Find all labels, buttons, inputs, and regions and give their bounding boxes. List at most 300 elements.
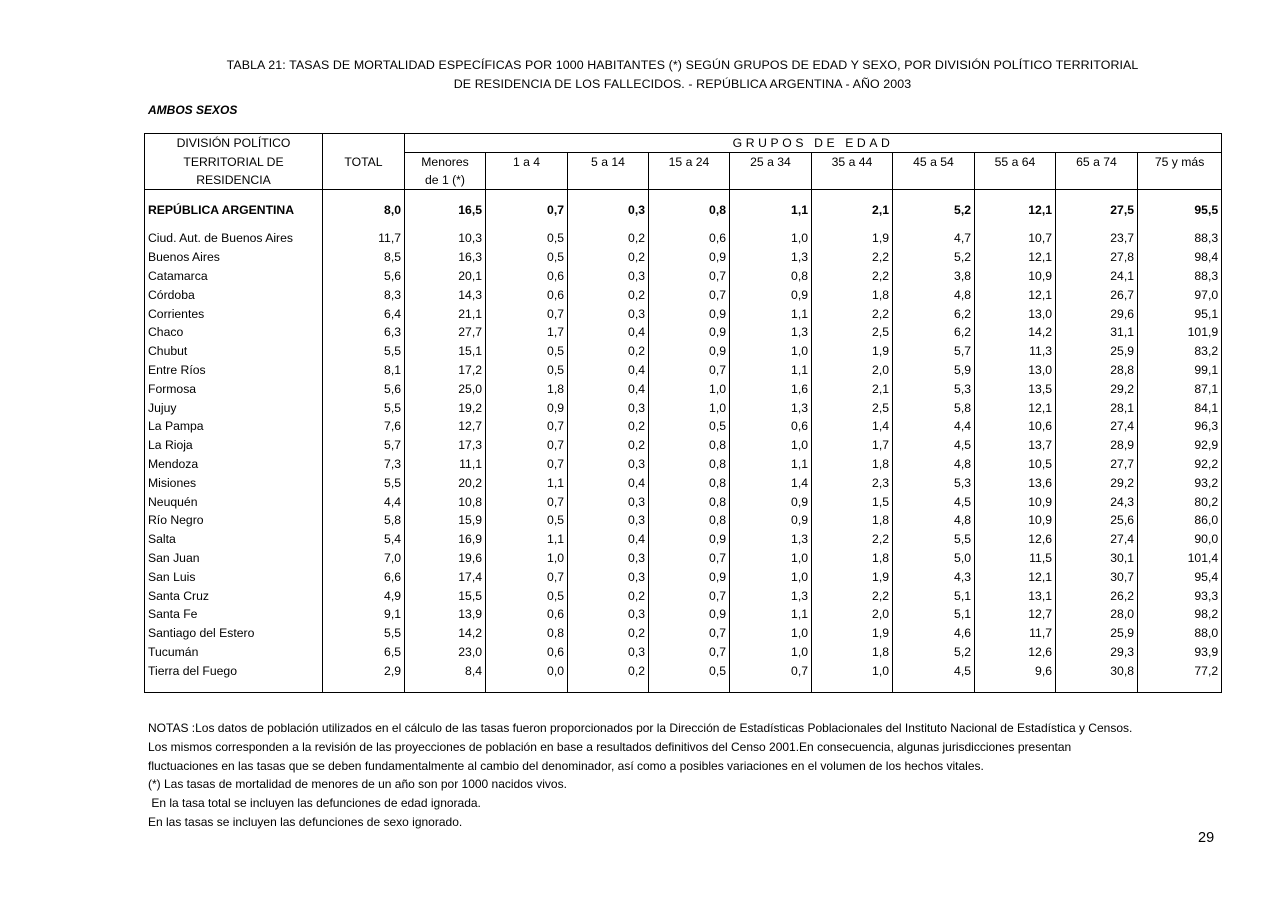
row-value: 0,4 (568, 530, 649, 549)
row-value: 0,3 (568, 643, 649, 662)
row-value: 1,7 (486, 323, 568, 342)
header-age-2: 5 a 14 (568, 153, 649, 172)
row-value: 25,9 (1056, 624, 1138, 643)
row-value: 2,1 (812, 379, 893, 398)
row-value: 0,9 (486, 398, 568, 417)
table-row (145, 323, 1222, 342)
spacer-cell (649, 680, 730, 693)
row-value: 1,9 (812, 567, 893, 586)
spacer-cell (1138, 190, 1222, 199)
row-value: 21,1 (405, 304, 486, 323)
row-value: 19,6 (405, 549, 486, 568)
spacer-row (145, 221, 1222, 229)
row-value: 16,5 (405, 198, 486, 221)
row-value: 5,1 (893, 586, 975, 605)
row-value: 6,6 (323, 567, 405, 586)
note-line: NOTAS :Los datos de población utilizados en el cálculo de las tasas fueron proporcionados por la Dirección de Estadísticas Poblacionales del Instituto Nacional de Estadística y Censos. (148, 721, 1133, 735)
row-value: 27,7 (405, 323, 486, 342)
table-row (145, 455, 1222, 474)
row-value: 25,9 (1056, 342, 1138, 361)
row-value: 0,2 (568, 248, 649, 267)
row-value: 0,7 (486, 492, 568, 511)
row-value: 1,8 (812, 285, 893, 304)
table-row (145, 398, 1222, 417)
header-division-line-1: DIVISIÓN POLÍTICO (145, 134, 323, 153)
row-value: 0,4 (568, 361, 649, 380)
row-value: 10,6 (975, 417, 1056, 436)
spacer-cell (975, 680, 1056, 693)
row-value: 28,1 (1056, 398, 1138, 417)
table-row (145, 361, 1222, 380)
row-value: 0,8 (649, 511, 730, 530)
row-value: 6,2 (893, 304, 975, 323)
table-row (145, 643, 1222, 662)
row-value: 2,3 (812, 473, 893, 492)
row-value: 1,3 (730, 586, 812, 605)
row-value: 0,5 (649, 661, 730, 680)
row-value: 27,5 (1056, 198, 1138, 221)
row-value: 1,9 (812, 624, 893, 643)
row-value: 5,8 (893, 398, 975, 417)
row-value: 0,4 (568, 379, 649, 398)
row-value: 5,1 (893, 605, 975, 624)
row-value: 0,3 (568, 267, 649, 286)
row-name: La Rioja (145, 436, 323, 455)
row-value: 0,6 (486, 605, 568, 624)
row-value: 2,0 (812, 361, 893, 380)
spacer-cell (323, 680, 405, 693)
row-value: 12,7 (405, 417, 486, 436)
row-value: 16,3 (405, 248, 486, 267)
row-value: 0,8 (486, 624, 568, 643)
row-value: 0,3 (568, 567, 649, 586)
row-value: 13,7 (975, 436, 1056, 455)
row-value: 84,1 (1138, 398, 1222, 417)
row-value: 12,1 (975, 567, 1056, 586)
row-value: 30,7 (1056, 567, 1138, 586)
row-value: 4,3 (893, 567, 975, 586)
row-value: 0,9 (649, 248, 730, 267)
row-value: 4,6 (893, 624, 975, 643)
row-value: 8,3 (323, 285, 405, 304)
row-name: Neuquén (145, 492, 323, 511)
row-value: 10,8 (405, 492, 486, 511)
row-name: San Luis (145, 567, 323, 586)
row-value: 5,2 (893, 198, 975, 221)
header-age-6: 45 a 54 (893, 153, 975, 172)
row-value: 1,0 (730, 229, 812, 248)
row-value: 15,9 (405, 511, 486, 530)
table-row (145, 586, 1222, 605)
row-value: 7,0 (323, 549, 405, 568)
row-value: 0,8 (649, 436, 730, 455)
row-value: 12,6 (975, 643, 1056, 662)
row-value: 30,1 (1056, 549, 1138, 568)
row-value: 1,5 (812, 492, 893, 511)
row-value: 1,8 (812, 643, 893, 662)
row-value: 1,3 (730, 530, 812, 549)
row-value: 4,5 (893, 492, 975, 511)
row-value: 2,2 (812, 267, 893, 286)
row-value: 11,7 (975, 624, 1056, 643)
spacer-cell (486, 221, 568, 229)
row-value: 0,5 (486, 586, 568, 605)
row-value: 1,0 (649, 398, 730, 417)
row-value: 0,8 (649, 492, 730, 511)
row-value: 92,2 (1138, 455, 1222, 474)
table-header (145, 134, 1222, 190)
row-value: 0,3 (568, 398, 649, 417)
row-value: 0,3 (568, 455, 649, 474)
mortality-table (144, 133, 1222, 693)
row-value: 5,3 (893, 379, 975, 398)
notes (148, 719, 1132, 832)
row-value: 1,0 (486, 549, 568, 568)
row-value: 0,9 (730, 492, 812, 511)
row-value: 4,5 (893, 436, 975, 455)
row-name: REPÚBLICA ARGENTINA (145, 198, 323, 221)
row-name: Mendoza (145, 455, 323, 474)
row-value: 0,7 (649, 361, 730, 380)
header-grupos-de-edad: GRUPOS DE EDAD (405, 134, 1222, 153)
spacer-cell (568, 221, 649, 229)
row-value: 0,7 (649, 285, 730, 304)
row-value: 0,5 (486, 248, 568, 267)
row-value: 0,7 (649, 267, 730, 286)
row-value: 1,3 (730, 248, 812, 267)
table-row (145, 624, 1222, 643)
row-value: 6,5 (323, 643, 405, 662)
row-value: 20,1 (405, 267, 486, 286)
row-value: 5,5 (323, 473, 405, 492)
row-value: 95,1 (1138, 304, 1222, 323)
table-row (145, 492, 1222, 511)
note-line: fluctuaciones en las tasas que se deben fundamentalmente al cambio del denominador, así como a posibles variaciones en el volumen de los hechos vitales. (148, 758, 984, 773)
row-value: 0,3 (568, 492, 649, 511)
spacer-cell (405, 221, 486, 229)
spacer-cell (568, 190, 649, 199)
row-value: 2,1 (812, 198, 893, 221)
header-age-3: 15 a 24 (649, 153, 730, 172)
row-value: 1,9 (812, 342, 893, 361)
row-value: 2,2 (812, 248, 893, 267)
row-value: 2,2 (812, 586, 893, 605)
row-value: 3,8 (893, 267, 975, 286)
row-value: 5,7 (323, 436, 405, 455)
row-value: 4,9 (323, 586, 405, 605)
row-value: 2,5 (812, 323, 893, 342)
row-value: 17,2 (405, 361, 486, 380)
spacer-cell (812, 190, 893, 199)
row-value: 0,7 (730, 661, 812, 680)
spacer-row (145, 680, 1222, 693)
row-value: 26,7 (1056, 285, 1138, 304)
row-value: 0,2 (568, 661, 649, 680)
row-value: 8,1 (323, 361, 405, 380)
row-value: 96,3 (1138, 417, 1222, 436)
row-value: 12,1 (975, 285, 1056, 304)
row-value: 11,3 (975, 342, 1056, 361)
row-value: 8,4 (405, 661, 486, 680)
spacer-cell (486, 190, 568, 199)
row-value: 86,0 (1138, 511, 1222, 530)
row-value: 1,6 (730, 379, 812, 398)
header-division-line-3: RESIDENCIA (145, 171, 323, 190)
row-value: 0,6 (486, 643, 568, 662)
spacer-cell (486, 680, 568, 693)
row-value: 24,3 (1056, 492, 1138, 511)
table-row (145, 473, 1222, 492)
row-value: 0,7 (649, 549, 730, 568)
row-value: 92,9 (1138, 436, 1222, 455)
table-row (145, 549, 1222, 568)
row-value: 31,1 (1056, 323, 1138, 342)
row-value: 12,6 (975, 530, 1056, 549)
row-name: Entre Ríos (145, 361, 323, 380)
row-value: 1,0 (649, 379, 730, 398)
row-value: 4,8 (893, 511, 975, 530)
row-value: 97,0 (1138, 285, 1222, 304)
row-value: 93,2 (1138, 473, 1222, 492)
row-value: 4,8 (893, 455, 975, 474)
row-value: 10,3 (405, 229, 486, 248)
row-name: Río Negro (145, 511, 323, 530)
row-value: 5,4 (323, 530, 405, 549)
row-value: 12,1 (975, 248, 1056, 267)
row-value: 25,0 (405, 379, 486, 398)
row-value: 5,7 (893, 342, 975, 361)
spacer-cell (893, 680, 975, 693)
row-value: 0,6 (649, 229, 730, 248)
note-line: En las tasas se incluyen las defunciones de sexo ignorado. (148, 814, 463, 829)
row-value: 29,2 (1056, 379, 1138, 398)
row-name: Corrientes (145, 304, 323, 323)
row-value: 0,8 (649, 455, 730, 474)
row-value: 0,3 (568, 304, 649, 323)
spacer-cell (405, 190, 486, 199)
row-value: 98,2 (1138, 605, 1222, 624)
row-value: 0,3 (568, 198, 649, 221)
row-value: 7,6 (323, 417, 405, 436)
header-total: TOTAL (323, 153, 405, 172)
row-value: 13,6 (975, 473, 1056, 492)
row-value: 2,2 (812, 304, 893, 323)
row-value: 17,3 (405, 436, 486, 455)
row-value: 1,1 (730, 605, 812, 624)
row-name: Santa Cruz (145, 586, 323, 605)
header-age-1: 1 a 4 (486, 153, 568, 172)
row-value: 4,4 (323, 492, 405, 511)
table-title (145, 56, 1220, 94)
row-value: 15,1 (405, 342, 486, 361)
row-value: 13,5 (975, 379, 1056, 398)
row-value: 0,8 (649, 198, 730, 221)
row-value: 0,2 (568, 342, 649, 361)
row-value: 19,2 (405, 398, 486, 417)
row-name: Santiago del Estero (145, 624, 323, 643)
row-value: 88,0 (1138, 624, 1222, 643)
row-value: 8,5 (323, 248, 405, 267)
header-total-top (323, 134, 405, 153)
row-value: 1,1 (486, 530, 568, 549)
row-value: 2,9 (323, 661, 405, 680)
row-value: 20,2 (405, 473, 486, 492)
row-value: 8,0 (323, 198, 405, 221)
row-value: 4,7 (893, 229, 975, 248)
row-value: 83,2 (1138, 342, 1222, 361)
row-value: 1,0 (730, 436, 812, 455)
row-value: 98,4 (1138, 248, 1222, 267)
spacer-cell (323, 190, 405, 199)
row-value: 12,7 (975, 605, 1056, 624)
row-value: 1,0 (812, 661, 893, 680)
row-value: 1,1 (730, 304, 812, 323)
row-value: 0,2 (568, 229, 649, 248)
row-value: 0,5 (486, 229, 568, 248)
spacer-cell (1056, 190, 1138, 199)
row-value: 0,9 (649, 304, 730, 323)
row-value: 1,0 (730, 567, 812, 586)
row-value: 6,3 (323, 323, 405, 342)
spacer-cell (145, 190, 323, 199)
row-value: 16,9 (405, 530, 486, 549)
row-value: 24,1 (1056, 267, 1138, 286)
row-value: 0,9 (649, 323, 730, 342)
row-value: 0,3 (568, 549, 649, 568)
header-division-line-2: TERRITORIAL DE (145, 153, 323, 172)
spacer-cell (1056, 680, 1138, 693)
row-value: 0,6 (730, 417, 812, 436)
row-value: 88,3 (1138, 229, 1222, 248)
row-value: 0,9 (730, 511, 812, 530)
title-line-1: TABLA 21: TASAS DE MORTALIDAD ESPECÍFICAS POR 1000 HABITANTES (*) SEGÚN GRUPOS DE EDAD Y SEXO, POR DIVISIÓN POLÍTICO TERRITORIAL (226, 58, 1139, 72)
spacer-cell (975, 190, 1056, 199)
row-value: 5,6 (323, 379, 405, 398)
table-subtitle: AMBOS SEXOS (148, 103, 238, 117)
row-value: 13,1 (975, 586, 1056, 605)
row-value: 28,0 (1056, 605, 1138, 624)
row-value: 1,7 (812, 436, 893, 455)
row-value: 5,8 (323, 511, 405, 530)
row-value: 0,5 (486, 511, 568, 530)
table-row (145, 304, 1222, 323)
row-value: 0,2 (568, 417, 649, 436)
row-name: Tucumán (145, 643, 323, 662)
row-value: 1,4 (812, 417, 893, 436)
row-value: 10,9 (975, 492, 1056, 511)
row-value: 0,7 (649, 643, 730, 662)
row-value: 5,9 (893, 361, 975, 380)
row-value: 1,3 (730, 398, 812, 417)
row-value: 10,5 (975, 455, 1056, 474)
row-value: 27,4 (1056, 530, 1138, 549)
row-value: 14,2 (975, 323, 1056, 342)
spacer-row (145, 190, 1222, 199)
row-value: 2,0 (812, 605, 893, 624)
row-value: 9,1 (323, 605, 405, 624)
row-name: Chubut (145, 342, 323, 361)
row-value: 5,6 (323, 267, 405, 286)
note-line: En la tasa total se incluyen las defunciones de edad ignorada. (148, 796, 481, 811)
page-number: 29 (1198, 830, 1215, 846)
header-age-8: 65 a 74 (1056, 153, 1138, 172)
row-value: 101,9 (1138, 323, 1222, 342)
row-value: 13,9 (405, 605, 486, 624)
row-value: 13,0 (975, 361, 1056, 380)
row-value: 25,6 (1056, 511, 1138, 530)
row-value: 0,9 (649, 530, 730, 549)
row-value: 12,1 (975, 198, 1056, 221)
row-name: Formosa (145, 379, 323, 398)
row-value: 5,5 (323, 398, 405, 417)
spacer-cell (1056, 221, 1138, 229)
row-value: 0,2 (568, 624, 649, 643)
header-menores-line-2: de 1 (*) (405, 171, 486, 190)
row-value: 0,3 (568, 511, 649, 530)
table-row (145, 436, 1222, 455)
table-row (145, 661, 1222, 680)
row-value: 1,0 (730, 643, 812, 662)
row-value: 1,8 (812, 511, 893, 530)
row-value: 0,7 (486, 567, 568, 586)
row-value: 1,8 (486, 379, 568, 398)
row-value: 0,9 (649, 567, 730, 586)
row-value: 101,4 (1138, 549, 1222, 568)
row-value: 0,7 (486, 417, 568, 436)
spacer-cell (1138, 680, 1222, 693)
row-value: 29,6 (1056, 304, 1138, 323)
row-value: 10,7 (975, 229, 1056, 248)
row-value: 77,2 (1138, 661, 1222, 680)
table-row (145, 530, 1222, 549)
row-value: 15,5 (405, 586, 486, 605)
spacer-cell (893, 221, 975, 229)
row-value: 0,7 (649, 624, 730, 643)
row-value: 11,1 (405, 455, 486, 474)
row-value: 6,2 (893, 323, 975, 342)
row-value: 1,8 (812, 549, 893, 568)
header-age-7: 55 a 64 (975, 153, 1056, 172)
spacer-cell (730, 221, 812, 229)
row-value: 29,3 (1056, 643, 1138, 662)
row-name: Catamarca (145, 267, 323, 286)
row-name: Ciud. Aut. de Buenos Aires (145, 229, 323, 248)
spacer-cell (405, 680, 486, 693)
note-line: (*) Las tasas de mortalidad de menores de un año son por 1000 nacidos vivos. (148, 777, 567, 792)
row-value: 0,8 (649, 473, 730, 492)
header-age-5: 35 a 44 (812, 153, 893, 172)
row-value: 0,9 (649, 605, 730, 624)
row-value: 0,5 (649, 417, 730, 436)
table-row (145, 417, 1222, 436)
row-value: 5,0 (893, 549, 975, 568)
table-row (145, 229, 1222, 248)
row-value: 0,3 (568, 605, 649, 624)
row-value: 0,7 (486, 436, 568, 455)
row-value: 1,0 (730, 624, 812, 643)
spacer-cell (812, 680, 893, 693)
row-value: 0,5 (486, 361, 568, 380)
row-value: 4,8 (893, 285, 975, 304)
row-value: 1,8 (812, 455, 893, 474)
row-name: Santa Fe (145, 605, 323, 624)
spacer-cell (323, 221, 405, 229)
row-value: 0,2 (568, 285, 649, 304)
row-name: Tierra del Fuego (145, 661, 323, 680)
row-value: 0,8 (730, 267, 812, 286)
table-row (145, 248, 1222, 267)
header-age-4: 25 a 34 (730, 153, 812, 172)
